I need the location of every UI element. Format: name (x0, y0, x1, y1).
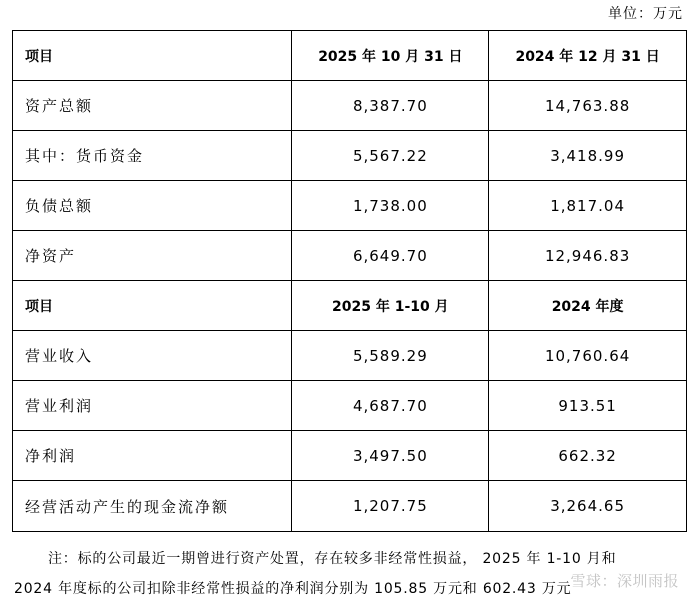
row-value-1: 5,589.29 (292, 331, 489, 381)
watermark: 雪球：深圳雨报 (570, 572, 679, 590)
row-value-2: 10,760.64 (489, 331, 687, 381)
header-col-2025-10-31: 2025 年 10 月 31 日 (292, 31, 489, 81)
row-value-2: 913.51 (489, 381, 687, 431)
footnote-line-1: 注：标的公司最近一期曾进行资产处置，存在较多非经常性损益， 2025 年 1-10 月和 (48, 551, 617, 567)
row-value-1: 3,497.50 (292, 431, 489, 481)
row-value-1: 1,738.00 (292, 181, 489, 231)
header-item-label: 项目 (13, 31, 292, 81)
row-label: 净利润 (13, 431, 292, 481)
row-value-1: 1,207.75 (292, 481, 489, 532)
row-value-1: 4,687.70 (292, 381, 489, 431)
table-header-row (13, 281, 687, 331)
header-col-2025-1-10: 2025 年 1-10 月 (292, 281, 489, 331)
table-row (13, 181, 687, 231)
row-label: 其中：货币资金 (13, 131, 292, 181)
header-item-label: 项目 (13, 281, 292, 331)
row-label: 营业收入 (13, 331, 292, 381)
row-value-2: 662.32 (489, 431, 687, 481)
table-header-row (13, 31, 687, 81)
row-label: 资产总额 (13, 81, 292, 131)
row-value-1: 8,387.70 (292, 81, 489, 131)
row-label: 负债总额 (13, 181, 292, 231)
header-col-2024-12-31: 2024 年 12 月 31 日 (489, 31, 687, 81)
row-label: 营业利润 (13, 381, 292, 431)
row-value-1: 6,649.70 (292, 231, 489, 281)
header-col-2024-year: 2024 年度 (489, 281, 687, 331)
row-value-1: 5,567.22 (292, 131, 489, 181)
row-value-2: 12,946.83 (489, 231, 687, 281)
table-row (13, 481, 687, 532)
row-label: 净资产 (13, 231, 292, 281)
row-value-2: 14,763.88 (489, 81, 687, 131)
row-value-2: 1,817.04 (489, 181, 687, 231)
table-row (13, 81, 687, 131)
table-row (13, 131, 687, 181)
row-value-2: 3,418.99 (489, 131, 687, 181)
financial-table (12, 30, 687, 532)
row-value-2: 3,264.65 (489, 481, 687, 532)
table-row (13, 381, 687, 431)
unit-label: 单位：万元 (608, 6, 683, 22)
footnote-line-2: 2024 年度标的公司扣除非经常性损益的净利润分别为 105.85 万元和 602.43 万元 (14, 581, 572, 597)
table-row (13, 231, 687, 281)
row-label: 经营活动产生的现金流净额 (13, 481, 292, 532)
table-row (13, 331, 687, 381)
table-row (13, 431, 687, 481)
